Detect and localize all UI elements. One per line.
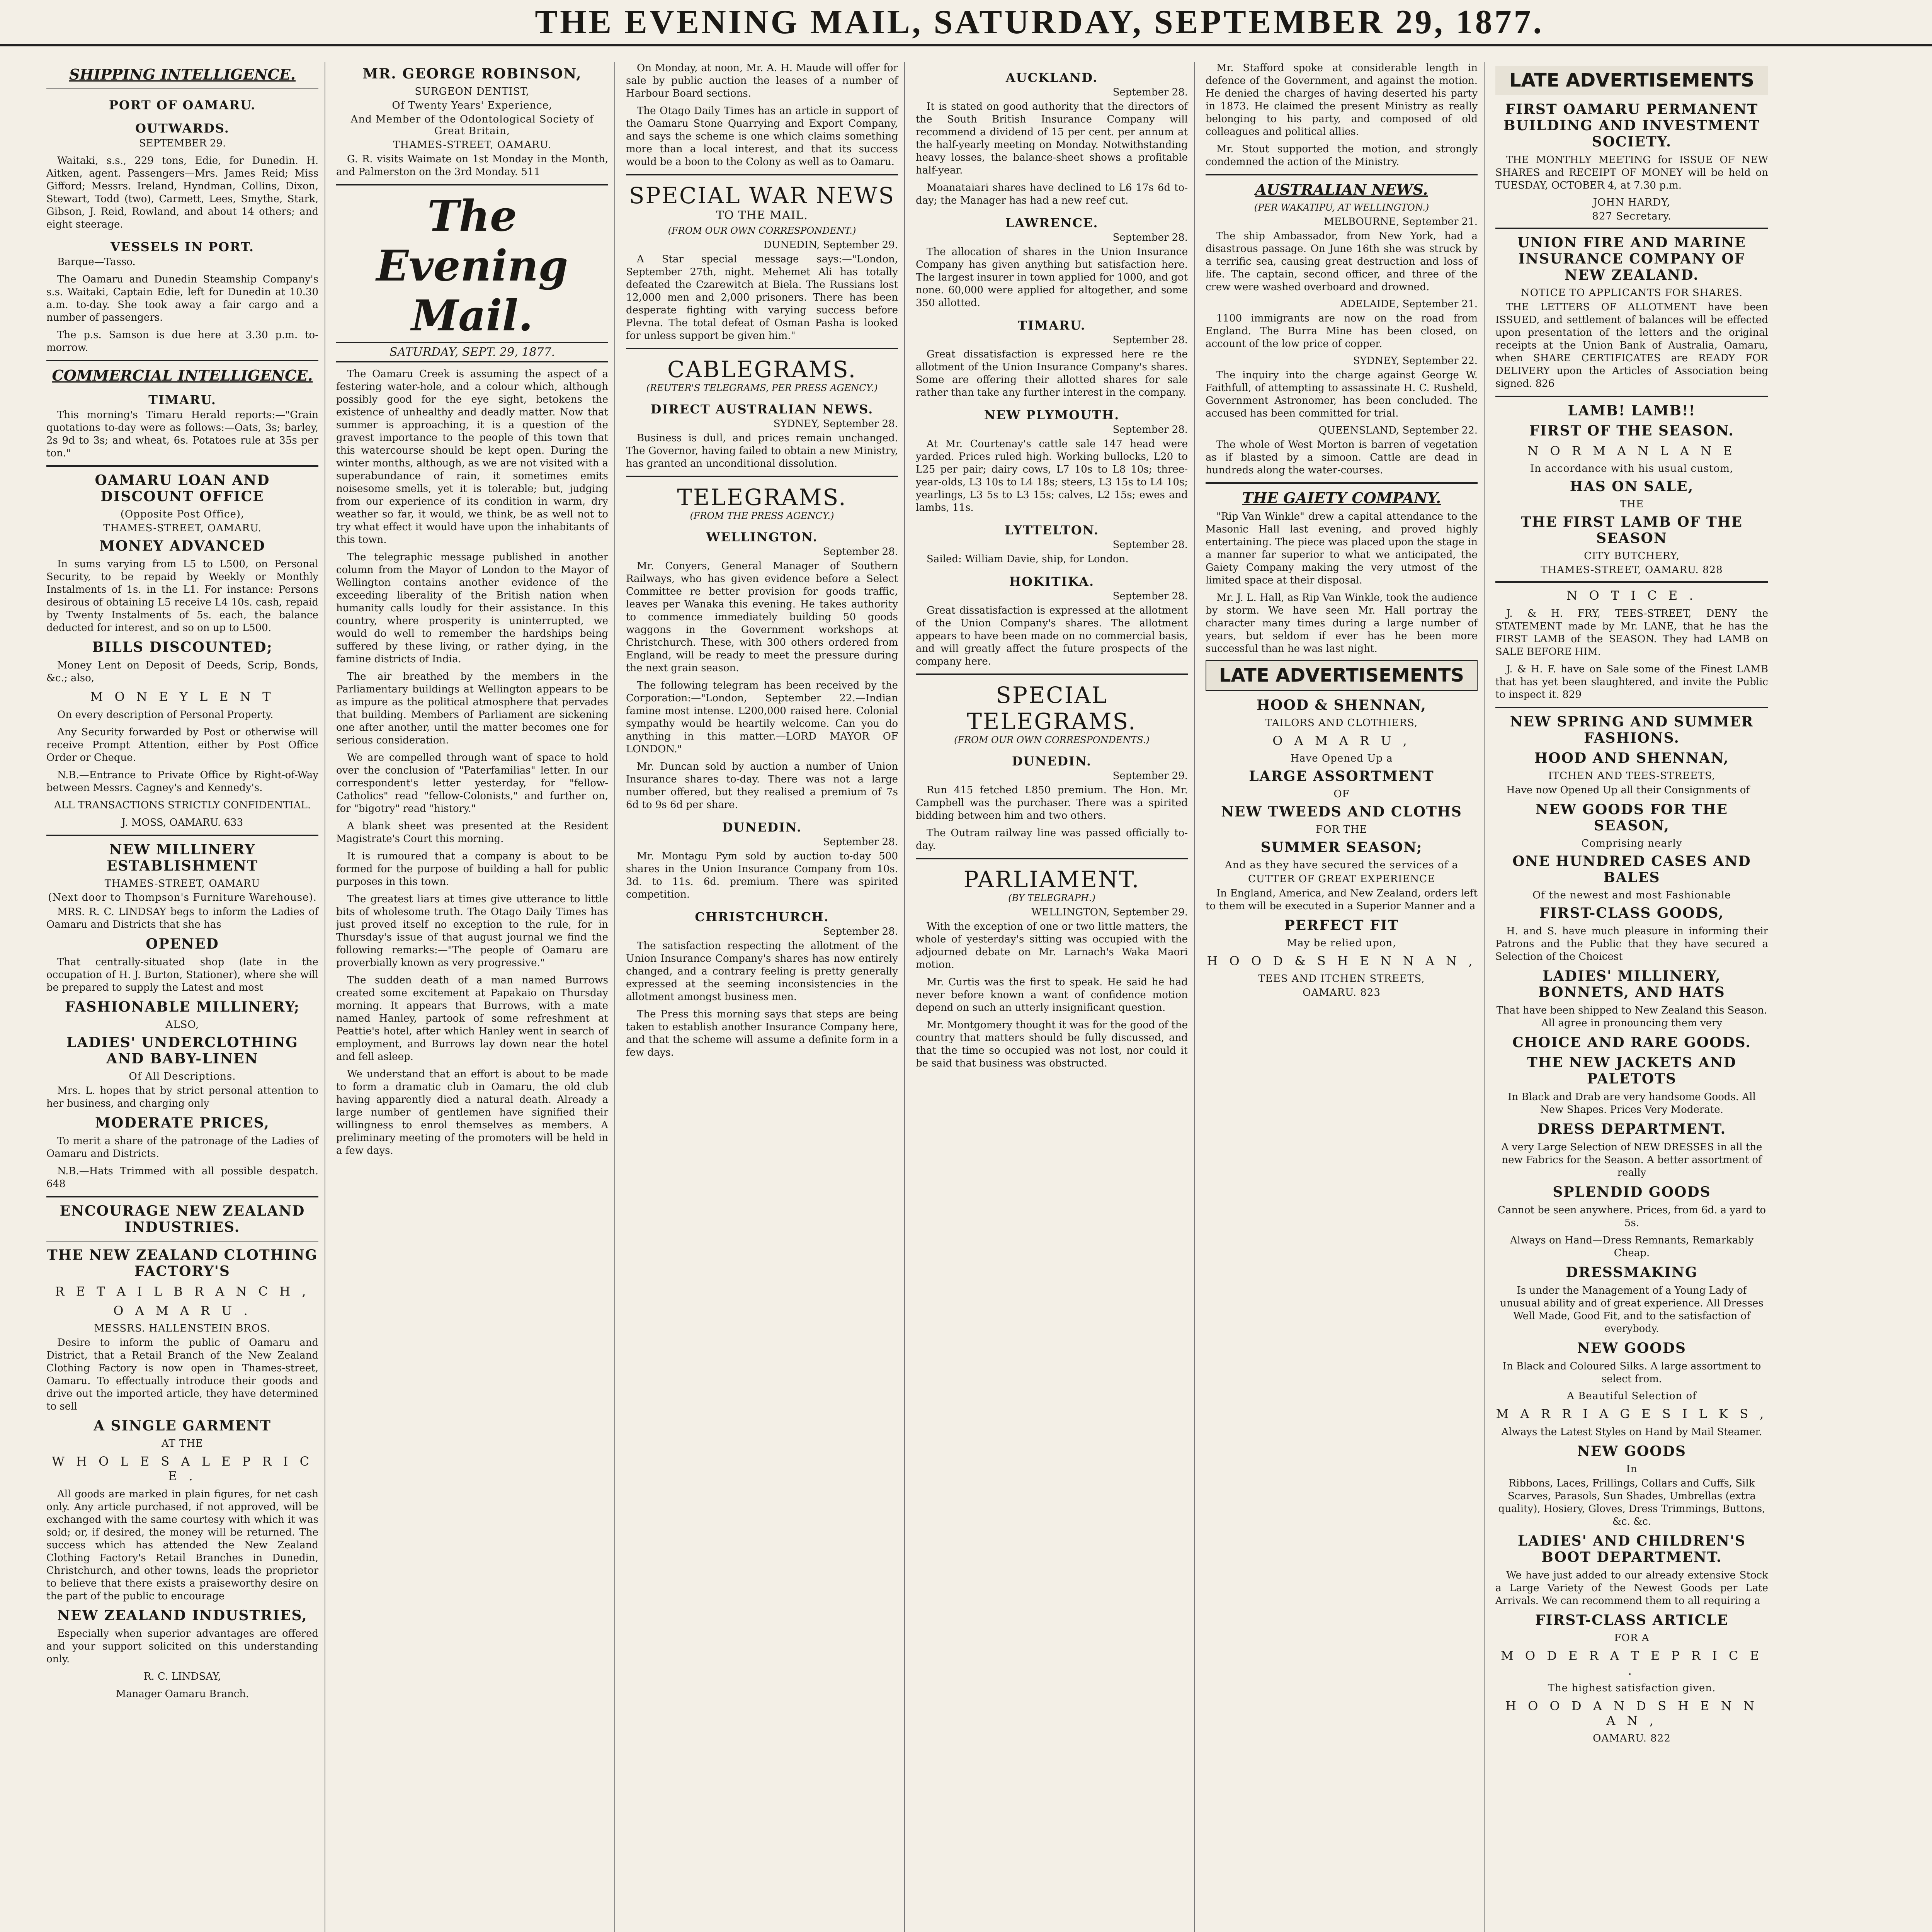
hardy-signature: JOHN HARDY, <box>1593 197 1671 208</box>
fop-text: THE MONTHLY MEETING for ISSUE OF NEW SHARES and RECEIPT OF MONEY will be held on TUESDAY, OCTOBER 4, at 7.30 p.m. <box>1495 154 1768 191</box>
hood-address: OAMARU. 823 <box>1303 987 1381 998</box>
notice-applicants: NOTICE TO APPLICANTS FOR SHARES. <box>1520 287 1743 299</box>
nb-text: N.B.—Entrance to Private Office by Right-of-Way between Messrs. Cagney's and Kennedy's. <box>46 769 318 794</box>
robinson-dentist: SURGEON DENTIST, <box>415 86 530 97</box>
fashionable: FASHIONABLE MILLINERY; <box>65 999 300 1015</box>
choice-goods: CHOICE AND RARE GOODS. <box>1512 1034 1751 1051</box>
leader-paragraph: The greatest liars at times give utterance to little bits of wholesome truth. The Otago Daily Times has just proved itself no exception to the rule, for in Thursday's issue of that august journal we find the following remarks:—"The people of Oamaru are proverbially known as very progressive." <box>336 893 608 969</box>
large-assortment: LARGE ASSORTMENT <box>1249 768 1434 784</box>
melbourne-text: The ship Ambassador, from New York, had a disastrous passage. On June 16th she was struck by a terrific sea, causing great destruction and loss of life. The captain, second officer, and three of the crew were washed overboard and drowned. <box>1206 230 1478 293</box>
wellington-date: September 28. <box>823 546 898 558</box>
security-text: Any Security forwarded by Post or otherwise will receive Prompt Attention, either by Post Office Order or Cheque. <box>46 726 318 764</box>
christchurch-date: September 28. <box>823 926 898 937</box>
reuter-note: (REUTER'S TELEGRAMS, PER PRESS AGENCY.) <box>646 383 878 393</box>
divider <box>46 88 318 89</box>
dunedin-heading: DUNEDIN. <box>722 820 802 835</box>
encourage-heading: ENCOURAGE NEW ZEALAND INDUSTRIES. <box>60 1203 305 1235</box>
divider <box>1495 707 1768 708</box>
divider <box>626 476 898 477</box>
australian-news-heading: AUSTRALIAN NEWS. <box>1255 181 1428 198</box>
samson-text: The p.s. Samson is due here at 3.30 p.m. to-morrow. <box>46 329 318 354</box>
perfect-fit: PERFECT FIT <box>1284 917 1399 934</box>
duncan-text: Mr. Duncan sold by auction a number of Union Insurance shares to-day. There was not a large number offered, but they realised a premium of 7s 6d to 9s 6d per share. <box>626 761 898 811</box>
hood2-text: Have now Opened Up all their Consignments of <box>1506 784 1750 796</box>
clothing-heading: THE NEW ZEALAND CLOTHING FACTORY'S <box>47 1247 318 1279</box>
city-butchery: CITY BUTCHERY, <box>1584 550 1680 562</box>
lyttelton-heading: LYTTELTON. <box>1004 523 1099 537</box>
divider <box>46 1196 318 1197</box>
norman-lane: N O R M A N L A N E <box>1527 444 1736 458</box>
new-goods: NEW GOODS FOR THE SEASON, <box>1535 801 1728 834</box>
australian-heading: DIRECT AUSTRALIAN NEWS. <box>650 402 874 417</box>
divider <box>336 184 608 185</box>
robinson-member: And Member of the Odontological Society of Great Britain, <box>350 114 594 137</box>
new-goods-silks: NEW GOODS <box>1577 1340 1686 1356</box>
parliament-text: Mr. Curtis was the first to speak. He said he had never before known a want of confidence motion depend on such an utterly insignificant question. <box>916 976 1188 1014</box>
late-ads-heading: LATE ADVERTISEMENTS <box>1495 66 1768 95</box>
divider <box>626 174 898 175</box>
confidential: ALL TRANSACTIONS STRICTLY CONFIDENTIAL. <box>54 799 311 811</box>
leader-paragraph: The sudden death of a man named Burrows created some excitement at Papakaio on Thursday morning. It appears that Burrows, with a mate named Hanley, partook of some refreshment at Peattie's hotel, after which Hanley went in search of employment, and Burrows lay down near the hotel and fell asleep. <box>336 975 608 1063</box>
oamaru: O A M A R U , <box>1272 733 1411 748</box>
dunedin-text: Mr. Montagu Pym sold by auction to-day 500 shares in the Union Insurance Company from 10s. 3d. to 11s. 6d. premium. There was spirited competition. <box>626 850 898 900</box>
parliament-text: Mr. Montgomery thought it was for the good of the country that matters should be fully discussed, and that the time so occupied was not lost, nor could it be said that business was obstructed. <box>916 1019 1188 1069</box>
plymouth-date: September 28. <box>1112 424 1188 435</box>
robinson-address: THAMES-STREET, OAMARU. <box>393 139 551 151</box>
ladies-millinery: LADIES' MILLINERY, BONNETS, AND HATS <box>1538 968 1725 1000</box>
timaru-heading: TIMARU. <box>1018 318 1086 333</box>
cutter: CUTTER OF GREAT EXPERIENCE <box>1248 873 1435 885</box>
lindsay-signature: R. C. LINDSAY, <box>143 1671 221 1682</box>
masthead <box>0 0 1932 46</box>
leader-paragraph: It is rumoured that a company is about to be formed for the purpose of building a hall for public purposes in this town. <box>336 850 608 888</box>
retail-branch: R E T A I L B R A N C H , <box>55 1284 310 1299</box>
splendid-goods: SPLENDID GOODS <box>1553 1184 1711 1200</box>
telegrams-heading: TELEGRAMS. <box>677 484 847 510</box>
dressmaking-heading: DRESSMAKING <box>1566 1264 1698 1281</box>
wellington-heading: WELLINGTON. <box>706 530 818 544</box>
gaiety-text: "Rip Van Winkle" drew a capital attendance to the Masonic Hall last evening, and proved highly entertaining. The piece was placed upon the stage in a manner far superior to what we anticipated, the Gaiety Company making the very utmost of the limited space at their disposal. <box>1206 511 1478 586</box>
late-ads-banner: LATE ADVERTISEMENTS <box>1206 660 1478 691</box>
special-telegrams-heading: SPECIAL TELEGRAMS. <box>967 682 1137 735</box>
jackets-text: In Black and Drab are very handsome Goods. All New Shapes. Prices Very Moderate. <box>1508 1091 1756 1116</box>
lyttelton-date: September 28. <box>1112 539 1188 551</box>
to-the-mail: TO THE MAIL. <box>716 209 808 222</box>
fop-heading: FIRST OAMARU PERMANENT BUILDING AND INVESTMENT SOCIETY. <box>1503 101 1760 150</box>
robinson-heading: MR. GEORGE ROBINSON, <box>362 66 582 82</box>
for-the: FOR THE <box>1316 824 1367 835</box>
adelaide-date: ADELAIDE, September 21. <box>1340 298 1478 310</box>
comprising: Comprising nearly <box>1581 838 1682 849</box>
shipping-heading: SHIPPING INTELLIGENCE. <box>69 66 296 83</box>
famine-text: The following telegram has been received by the Corporation:—"London, September 22.—Indian famine most intense. L200,000 raised here. Colonial sympathy would be heartily welcome. Can you do anything in this matter.—LORD MAYOR OF LONDON." <box>626 680 898 755</box>
lawrence-date: September 28. <box>1112 232 1188 243</box>
leader-paragraph: We are compelled through want of space to hold over the conclusion of "Paterfamilias" letter. In our correspondent's letter yesterday, for "fellow-Catholics" read "fellow-Colonists," and further on, for "bigotry" read "history." <box>336 752 608 815</box>
leader-paragraph: We understand that an effort is about to be made to form a dramatic club in Oamaru, the old club having apparently died a natural death. Already a large number of gentlemen have signified their willingness to enrol themselves as members. A preliminary meeting of the promoters will be held in a few days. <box>336 1068 608 1156</box>
first-class-article: FIRST-CLASS ARTICLE <box>1535 1612 1728 1628</box>
also: ALSO, <box>165 1019 199 1031</box>
hardy-number: 827 Secretary. <box>1592 211 1672 222</box>
masthead-title: THE EVENING MAIL, SATURDAY, SEPTEMBER 29, 1877. <box>535 3 1544 41</box>
loan-sub1: (Opposite Post Office), <box>120 509 245 520</box>
millinery-sub2: (Next door to Thompson's Furniture Warehouse). <box>48 892 317 903</box>
latest-text: Always the Latest Styles on Hand by Mail Steamer. <box>1501 1426 1762 1438</box>
divider <box>916 858 1188 859</box>
has-on-sale: HAS ON SALE, <box>1570 478 1694 495</box>
column-3 <box>626 62 905 1932</box>
special-war-heading: SPECIAL WAR NEWS <box>629 182 895 209</box>
dress-text: A very Large Selection of NEW DRESSES in all the new Fabrics for the Season. A better assortment of really <box>1501 1141 1762 1179</box>
manager-signature: Manager Oamaru Branch. <box>116 1688 249 1700</box>
column-5 <box>1206 62 1485 1932</box>
millinery-sub: THAMES-STREET, OAMARU <box>104 878 260 889</box>
outwards-date: SEPTEMBER 29. <box>139 138 226 149</box>
parliament-heading: PARLIAMENT. <box>963 866 1140 893</box>
own-correspondent: (FROM OUR OWN CORRESPONDENT.) <box>668 225 856 236</box>
timaru-heading: TIMARU. <box>148 393 216 407</box>
relied-upon: May be relied upon, <box>1287 937 1396 949</box>
splendid-text: Cannot be seen anywhere. Prices, from 6d. a yard to 5s. <box>1497 1204 1766 1229</box>
hood-shennan-signature: H O O D A N D S H E N N A N , <box>1505 1699 1758 1728</box>
in: In <box>1626 1463 1638 1475</box>
plymouth-text: At Mr. Courtenay's cattle sale 147 head were yarded. Prices ruled high. Working bullocks, L20 to L25 per pair; dairy cows, L7 10s to L8 10s; three-year-olds, L3 10s to L4 18s; steers, L3 15s to L4 10s; yearlings, L3 5s to L3 15s; calves, L2 15s; ewes and lambs, 11s. <box>916 438 1188 514</box>
sydney-date: SYDNEY, September 22. <box>1353 355 1478 367</box>
underclothing: LADIES' UNDERCLOTHING AND BABY-LINEN <box>66 1034 298 1067</box>
adelaide-text: 1100 immigrants are now on the road from England. The Burra Mine has been closed, on account of the low price of copper. <box>1206 313 1478 350</box>
thames-address: THAMES-STREET, OAMARU. 828 <box>1541 564 1723 576</box>
stout-text: Mr. Stout supported the motion, and strongly condemned the action of the Ministry. <box>1206 143 1478 168</box>
goods-list: Ribbons, Laces, Frillings, Collars and Cuffs, Silk Scarves, Parasols, Sun Shades, Umbrellas (extra quality), Hosiery, Gloves, Dress Trimmings, Buttons, &c. &c. <box>1498 1478 1765 1527</box>
boot-heading: LADIES' AND CHILDREN'S BOOT DEPARTMENT. <box>1517 1533 1746 1565</box>
shipped-text: That have been shipped to New Zealand this Season. All agree in pronouncing them very <box>1496 1005 1767 1029</box>
column-1 <box>46 62 325 1932</box>
timaru-text: This morning's Timaru Herald reports:—"Grain quotations to-day were as follows:—Oats, 3s; barley, 2s 9d to 3s; and wheat, 6s. Potatoes rule at 35s per ton." <box>46 409 318 459</box>
remnants-text: Always on Hand—Dress Remnants, Remarkably Cheap. <box>1510 1235 1754 1259</box>
have-opened: Have Opened Up a <box>1290 753 1393 764</box>
lawrence-text: The allocation of shares in the Union Insurance Company has given anything but satisfaction here. The largest insurer in town applied for 1000, and got none. 60,000 were applied for altogether, and some 350 allotted. <box>916 246 1188 309</box>
itchen: ITCHEN AND TEES-STREETS, <box>1548 770 1716 782</box>
queensland-text: The whole of West Morton is barren of vegetation as if blasted by a simoon. Cattle are dead in hundreds along the water-courses. <box>1206 439 1478 476</box>
parliament-date: WELLINGTON, September 29. <box>1031 906 1188 918</box>
newest: Of the newest and most Fashionable <box>1532 889 1731 901</box>
maude-text: On Monday, at noon, Mr. A. H. Maude will offer for sale by public auction the leases of a number of Harbour Board sections. <box>626 62 898 99</box>
loan-heading: OAMARU LOAN AND DISCOUNT OFFICE <box>95 472 270 505</box>
bills-heading: BILLS DISCOUNTED; <box>92 639 273 655</box>
millinery-heading: NEW MILLINERY ESTABLISHMENT <box>107 842 258 874</box>
per-wakatipu: (PER WAKATIPU, AT WELLINGTON.) <box>1254 202 1429 213</box>
war-text: A Star special message says:—"London, September 27th, night. Mehemet Ali has totally defeated the Czarewitch at Biela. The Russians lost 12,000 men and 2,000 prisoners. There has been desperate fighting with varying success before Plevna. The total defeat of Osman Pasha is looked for unless support be given him." <box>626 253 898 342</box>
bills-text: Money Lent on Deposit of Deeds, Scrip, Bonds, &c.; also, <box>46 660 318 684</box>
sydney-text: The inquiry into the charge against George W. Faithfull, of attempting to assassinate H. C. Rusheld, Government Astronomer, has been concluded. The accused has been committed for trial. <box>1206 369 1478 419</box>
nz-industries: NEW ZEALAND INDUSTRIES, <box>57 1607 308 1624</box>
hs-text: H. and S. have much pleasure in informing their Patrons and the Public that they have secured a Selection of the Choicest <box>1495 925 1768 963</box>
hopes-text: Mrs. L. hopes that by strict personal attention to her business, and charging only <box>46 1085 318 1109</box>
hood-heading: HOOD & SHENNAN, <box>1257 697 1427 713</box>
wellington-text: Mr. Conyers, General Manager of Southern Railways, who has given evidence before a Select Committee re better provision for goods traffic, leaves per Wanaka this evening. He takes authority to commence immediately building 50 goods waggons in the Government workshops at Christchurch. These, with 300 others ordered from England, will be ready to meet the pressure during the next grain season. <box>626 560 898 674</box>
hood2-heading: HOOD AND SHENNAN, <box>1534 750 1729 766</box>
divider <box>46 465 318 467</box>
christchurch-text: The satisfaction respecting the allotment of the Union Insurance Company's shares has now entirely changed, and a contrary feeling is pretty generally expressed at the seeming inconsistencies in the allotment amongst business men. <box>626 940 898 1003</box>
by-telegraph: (BY TELEGRAPH.) <box>1008 893 1095 903</box>
paper-date: SATURDAY, SEPT. 29, 1877. <box>336 342 608 362</box>
spring-heading: NEW SPRING AND SUMMER FASHIONS. <box>1510 714 1754 746</box>
leader-paragraph: The air breathed by the members in the Parliamentary buildings at Wellington appears to be as impure as the political atmosphere that pervades that building. Members of Parliament are sickening one after another, until the matter becomes one for serious consideration. <box>336 671 608 746</box>
auckland-text: It is stated on good authority that the directors of the South British Insurance Company will recommend a dividend of 15 per cent. per annum at the half-yearly meeting on Monday. Notwithstanding heavy losses, the balance-sheet shows a profitable half-year. <box>916 101 1188 176</box>
cablegrams-heading: CABLEGRAMS. <box>667 356 857 383</box>
for-a: FOR A <box>1614 1632 1650 1644</box>
hokitika-text: Great dissatisfaction is expressed at the allotment of the Union Company's shares. The allotment appears to have been made on no commercial basis, and will greatly affect the future prospects of the company here. <box>916 605 1188 667</box>
personal-text: On every description of Personal Property. <box>57 709 274 721</box>
tailors: TAILORS AND CLOTHIERS, <box>1265 717 1418 729</box>
divider <box>1495 581 1768 583</box>
gaiety-heading: THE GAIETY COMPANY. <box>1242 489 1441 507</box>
divider <box>626 348 898 349</box>
dunedin-text: The Outram railway line was passed officially to-day. <box>916 827 1188 852</box>
boot-text: We have just added to our already extensive Stock a Large Variety of the Newest Goods per Late Arrivals. We can recommend them to all requiring a <box>1495 1570 1768 1607</box>
queensland-date: QUEENSLAND, September 22. <box>1318 425 1478 436</box>
leader-paragraph: The Oamaru Creek is assuming the aspect of a festering water-hole, and a colour which, although possibly good for the eye sight, betokens the existence of unhealthy and deadly matter. Now that summer is approaching, it is a question of the gravest importance to the people of this town that this watercourse should be kept open. During the winter months, although, as we are not visited with a superabundance of rain, it sometimes emits noisesome smells, yet it is tolerable; but, judging from our experience of its condition in warm, dry weather so far, it would, we think, be as well not to try what effect it would have upon the inhabitants of this town. <box>336 368 608 546</box>
vessels-heading: VESSELS IN PORT. <box>110 240 255 254</box>
union-heading: UNION FIRE AND MARINE INSURANCE COMPANY OF NEW ZEALAND. <box>1517 235 1746 283</box>
lindsay-text: MRS. R. C. LINDSAY begs to inform the Ladies of Oamaru and Districts that she has <box>46 906 318 930</box>
lyttelton-text: Sailed: William Davie, ship, for London. <box>927 553 1129 565</box>
sydney-date: SYDNEY, September 28. <box>773 418 898 430</box>
hood-signature: H O O D & S H E N N A N , <box>1207 954 1476 968</box>
timaru-text: Great dissatisfaction is expressed here re the allotment of the Union Insurance Company's shares. Some are offering their allotted shares for sale rather than take any further interest in the company. <box>916 349 1188 398</box>
outwards-text: Waitaki, s.s., 229 tons, Edie, for Dunedin. H. Aitken, agent. Passengers—Mrs. James Reid; Miss Gifford; Messrs. Ireland, Hyndman, Collins, Dixon, Stewart, Todd (two), Carmett, Lees, Smythe, Stark, Gibson, J. Reid, Rowland, and about 14 others; and eight steerage. <box>46 155 318 230</box>
melbourne-date: MELBOURNE, September 21. <box>1324 216 1478 228</box>
odt-text: The Otago Daily Times has an article in support of the Oamaru Stone Quarrying and Export Company, and says the scheme is one which claims something more than a local interest, and that its success would be a boon to the Colony as well as to Oamaru. <box>626 105 898 168</box>
auckland-heading: AUCKLAND. <box>1005 70 1098 85</box>
vessels-text: Barque—Tasso. <box>57 256 136 268</box>
christchurch-heading: CHRISTCHURCH. <box>695 910 829 924</box>
support-text: Especially when superior advantages are offered and your support solicited on this understanding only. <box>46 1628 318 1665</box>
cutter-text: In England, America, and New Zealand, orders left to them will be executed in a Superior Manner and a <box>1206 888 1478 912</box>
leader-paragraph: A blank sheet was presented at the Resident Magistrate's Court this morning. <box>336 820 608 845</box>
lamb-heading: LAMB! LAMB!! <box>1568 403 1696 419</box>
union-text: THE LETTERS OF ALLOTMENT have been ISSUED, and settlement of balances will be effected upon presentation of the letters and the original receipts at the Union Bank of Australia, Oamaru, when SHARE CERTIFICATES are READY FOR DELIVERY upon the Articles of Association being signed. 826 <box>1495 301 1768 389</box>
press-agency: (FROM THE PRESS AGENCY.) <box>690 510 834 521</box>
dunedin-date: September 28. <box>823 836 898 848</box>
divider <box>1206 482 1478 484</box>
stafford-text: Mr. Stafford spoke at considerable length in defence of the Government, and against the motion. He denied the charges of having deserted his party in 1873. He claimed the present Ministry as really belonging to his party, and composed of old colleagues and political allies. <box>1206 62 1478 138</box>
robinson-visits: G. R. visits Waimate on 1st Monday in the Month, and Palmerston on the 3rd Monday. 511 <box>336 153 608 178</box>
secured: And as they have secured the services of a <box>1225 859 1459 871</box>
divider <box>46 1241 318 1242</box>
auckland-text: Moanataiari shares have declined to L6 17s 6d to-day; the Manager has had a new reef cut. <box>916 182 1188 206</box>
plymouth-heading: NEW PLYMOUTH. <box>984 408 1120 422</box>
paper-title: The Evening Mail. <box>376 191 568 340</box>
of: OF <box>1333 788 1350 800</box>
norman-text: In accordance with his usual custom, <box>1530 463 1734 474</box>
auckland-date: September 28. <box>1112 87 1188 98</box>
dunedin-text: Run 415 fetched L850 premium. The Hon. Mr. Campbell was the purchaser. There was a spirited bidding between him and two others. <box>916 784 1188 821</box>
moss-signature: J. MOSS, OAMARU. 633 <box>121 817 243 828</box>
divider <box>916 673 1188 675</box>
page-body <box>46 62 1932 1932</box>
divider <box>1495 396 1768 397</box>
divider <box>46 360 318 361</box>
jackets-heading: THE NEW JACKETS AND PALETOTS <box>1527 1054 1736 1087</box>
divider <box>1495 228 1768 229</box>
parliament-text: With the exception of one or two little matters, the whole of yesterday's sitting was occupied with the adjourned debate on Mr. Larnach's Waka Maori motion. <box>916 921 1188 971</box>
dunedin-heading: DUNEDIN. <box>1012 754 1092 769</box>
steamship-text: The Oamaru and Dunedin Steamship Company's s.s. Waitaki, Captain Edie, left for Dunedin at 10.30 a.m. to-day. She took away a fair cargo and a number of passengers. <box>46 274 318 323</box>
single-garment: A SINGLE GARMENT <box>94 1418 271 1434</box>
column-6 <box>1495 62 1774 1932</box>
silks-text: In Black and Coloured Silks. A large assortment to select from. <box>1502 1361 1761 1385</box>
first-lamb: THE FIRST LAMB OF THE SEASON <box>1520 514 1743 546</box>
tweeds: NEW TWEEDS AND CLOTHS <box>1221 804 1462 820</box>
sydney-text: Business is dull, and prices remain unchanged. The Governor, having failed to obtain a new Ministry, has granted an unconditional dissolution. <box>626 432 898 469</box>
hood-shennan-address: OAMARU. 822 <box>1593 1733 1671 1744</box>
dress-heading: DRESS DEPARTMENT. <box>1537 1121 1726 1137</box>
dressmaking-text: Is under the Management of a Young Lady of unusual ability and of great experience. All Dresses Well Made, Good Fit, and to the satisfaction of everybody. <box>1500 1285 1764 1335</box>
notice-heading: N O T I C E . <box>1566 588 1697 603</box>
hokitika-heading: HOKITIKA. <box>1009 574 1095 589</box>
hokitika-date: September 28. <box>1112 590 1188 602</box>
opened: OPENED <box>146 936 219 952</box>
moderate-price: M O D E R A T E P R I C E . <box>1500 1648 1763 1678</box>
lawrence-heading: LAWRENCE. <box>1005 216 1099 230</box>
the: THE <box>1620 498 1644 510</box>
divider <box>46 835 318 836</box>
merit-text: To merit a share of the patronage of the Ladies of Oamaru and Districts. <box>46 1135 318 1160</box>
hats-text: N.B.—Hats Trimmed with all possible despatch. 648 <box>46 1165 318 1190</box>
marriage-silks: M A R R I A G E S I L K S , <box>1496 1406 1768 1421</box>
highest-satisfaction: The highest satisfaction given. <box>1548 1682 1716 1694</box>
loan-sub2: THAMES-STREET, OAMARU. <box>103 522 262 534</box>
first-season: FIRST OF THE SEASON. <box>1529 423 1734 439</box>
moderate-prices: MODERATE PRICES, <box>95 1115 270 1131</box>
gaiety-text: Mr. J. L. Hall, as Rip Van Winkle, took the audience by storm. We have seen Mr. Hall portray the character many times during a large number of years, but seldom if ever has he been more successful than he was last night. <box>1206 592 1478 655</box>
fry-text: J. & H. F. have on Sale some of the Finest LAMB that has yet been slaughtered, and invite the Public to inspect it. 829 <box>1495 663 1768 701</box>
war-date: DUNEDIN, September 29. <box>764 239 898 251</box>
timaru-date: September 28. <box>1112 334 1188 346</box>
divider <box>1206 174 1478 175</box>
commercial-heading: COMMERCIAL INTELLIGENCE. <box>52 367 313 384</box>
wholesale-price: W H O L E S A L E P R I C E . <box>51 1454 313 1483</box>
correspondents-note: (FROM OUR OWN CORRESPONDENTS.) <box>954 735 1150 745</box>
leader-paragraph: The telegraphic message published in another column from the Mayor of London to the Mayor of Wellington contains another evidence of the exceeding liberality of the British nation when humanity calls loudly for their assistance. In this country, where prosperity is uninterrupted, we would do well to remember the hardships being suffered by these living, or rather dying, in the famine districts of India. <box>336 551 608 665</box>
port-heading: PORT OF OAMARU. <box>109 98 256 112</box>
hundred-cases: ONE HUNDRED CASES AND BALES <box>1512 853 1751 886</box>
new-goods-list: NEW GOODS <box>1577 1443 1686 1459</box>
first-class-goods: FIRST-CLASS GOODS, <box>1539 905 1724 921</box>
christchurch-text: The Press this morning says that steps are being taken to establish another Insurance Company here, and that the scheme will assume a definite form in a few days. <box>626 1009 898 1058</box>
goods-text: All goods are marked in plain figures, for net cash only. Any article purchased, if not approved, will be exchanged with the same courtesy with which it was sold; or, if desired, the money will be returned. The success which has attended the New Zealand Clothing Factory's Retail Branches in Dunedin, Christchurch, and other towns, leads the proprietor to believe that there exists a praiseworthy desire on the part of the public to encourage <box>46 1488 318 1602</box>
robinson-experience: Of Twenty Years' Experience, <box>392 100 553 111</box>
descriptions: Of All Descriptions. <box>129 1071 236 1082</box>
premises-text: That centrally-situated shop (late in the occupation of H. J. Burton, Stationer), where she will be prepared to supply the Latest and most <box>46 956 318 993</box>
oamaru-spaced: O A M A R U . <box>113 1303 252 1318</box>
column-2 <box>336 62 615 1932</box>
at-the: AT THE <box>162 1438 203 1449</box>
money-text: In sums varying from L5 to L500, on Personal Security, to be repaid by Weekly or Monthly Instalments of 1s. in the L1. For instance: Persons desirous of obtaining L5 receive L4 10s. cash, repaid by Twenty Instalments of 5s. each, the balance deducted for interest, and so on up to L500. <box>46 558 318 634</box>
beautiful: A Beautiful Selection of <box>1567 1390 1697 1402</box>
summer-season: SUMMER SEASON; <box>1260 839 1423 855</box>
dunedin-date: September 29. <box>1112 770 1188 782</box>
fry-text: J. & H. FRY, TEES-STREET, DENY the STATEMENT made by Mr. LANE, that he has the FIRST LAMB of the SEASON. They had LAMB on SALE BEFORE HIM. <box>1495 608 1768 658</box>
tees-address: TEES AND ITCHEN STREETS, <box>1258 973 1425 985</box>
desire-text: Desire to inform the public of Oamaru and District, that a Retail Branch of the New Zealand Clothing Factory is now open in Thames-street, Oamaru. To effectually introduce their goods and drive out the imported article, they have determined to sell <box>46 1337 318 1412</box>
outwards-heading: OUTWARDS. <box>135 121 230 136</box>
money-lent: M O N E Y L E N T <box>90 689 275 704</box>
column-4 <box>916 62 1195 1932</box>
hallenstein: MESSRS. HALLENSTEIN BROS. <box>94 1323 271 1334</box>
money-heading: MONEY ADVANCED <box>99 538 265 554</box>
